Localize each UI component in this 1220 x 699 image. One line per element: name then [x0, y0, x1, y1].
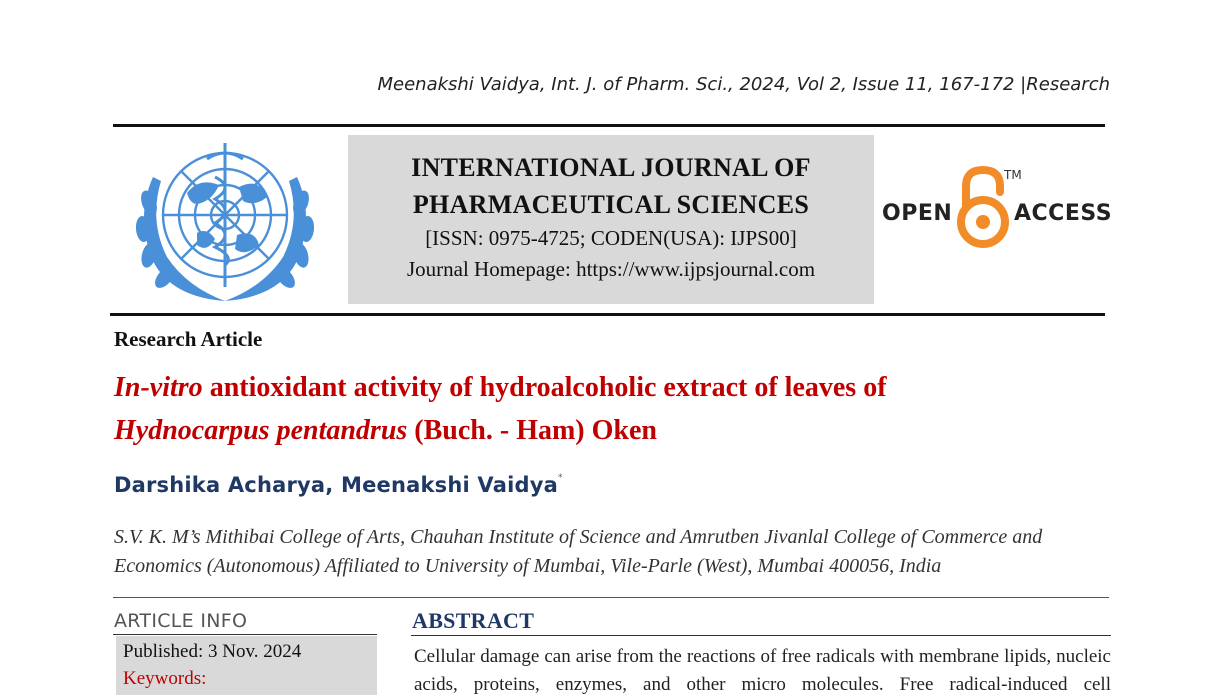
- article-type: Research Article: [114, 327, 263, 351]
- published-date: Published: 3 Nov. 2024: [123, 641, 302, 662]
- journal-title: [348, 149, 874, 223]
- title-italic-1: In-vitro: [114, 372, 203, 403]
- journal-title-line2: PHARMACEUTICAL SCIENCES: [412, 190, 810, 219]
- trademark-mark: TM: [1004, 168, 1022, 182]
- abstract-text: Cellular damage can arise from the reactions of free radicals with membrane lipids, nucleic acids, proteins, enzymes, and other micro molecules. Free radical-induced cell: [414, 646, 1111, 695]
- corresponding-author-mark: *: [557, 473, 563, 483]
- title-part-2: (Buch. - Ham) Oken: [407, 415, 657, 446]
- title-italic-2: Hydnocarpus pentandrus: [114, 415, 408, 446]
- journal-title-line1: INTERNATIONAL JOURNAL OF: [411, 153, 811, 182]
- author-names: Darshika Acharya, Meenakshi Vaidya: [114, 473, 558, 497]
- paper-title: [114, 366, 1114, 452]
- running-header: Meenakshi Vaidya, Int. J. of Pharm. Sci., 2024, Vol 2, Issue 11, 167-172 |Research: [377, 74, 1110, 95]
- affiliation: S.V. K. M’s Mithibai College of Arts, Chauhan Institute of Science and Amrutben Jivanlal College of Commerce and Economics (Autonomous) Affiliated to University of Mumbai, Vile-Parle (West), Mumbai 400056, India: [114, 526, 1043, 577]
- journal-emblem-icon: [127, 137, 324, 305]
- header-rule-bottom: [110, 313, 1105, 316]
- journal-banner: [348, 135, 874, 304]
- author-list: [114, 473, 563, 497]
- header-rule-top: [113, 124, 1105, 127]
- title-part-1: antioxidant activity of hydroalcoholic extract of leaves of: [202, 372, 887, 403]
- abstract-heading: ABSTRACT: [412, 608, 535, 633]
- open-lock-icon: [956, 166, 1010, 252]
- open-label: OPEN: [882, 201, 953, 226]
- affiliation-rule: [113, 597, 1109, 598]
- keywords-label: Keywords:: [123, 668, 207, 689]
- open-access-logo: [880, 166, 1113, 256]
- article-info-rule: [113, 634, 377, 635]
- journal-issn: [ISSN: 0975-4725; CODEN(USA): IJPS00]: [425, 226, 797, 250]
- access-label: ACCESS: [1014, 201, 1113, 226]
- journal-homepage-link[interactable]: Journal Homepage: https://www.ijpsjournal.com: [406, 257, 816, 281]
- article-info-heading: ARTICLE INFO: [114, 610, 248, 632]
- abstract-rule: [411, 635, 1111, 636]
